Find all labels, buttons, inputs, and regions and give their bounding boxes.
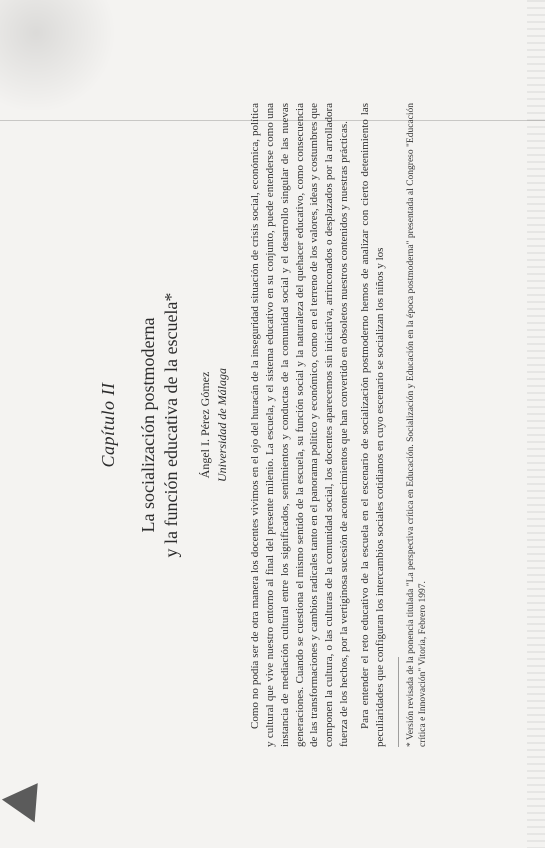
author-affiliation: Universidad de Málaga bbox=[215, 368, 229, 482]
footnote: * Versión revisada de la ponencia titulada "La perspectiva crítica en Educación. Socialización y Educación en la época postmoderna" presentada al Congreso "Educación crítica e Innovación" Vitoria, Febrero 1997. bbox=[405, 103, 429, 747]
author-name: Ángel I. Pérez Gómez bbox=[198, 371, 212, 479]
chapter-heading: Capítulo II bbox=[98, 382, 118, 468]
binder-corner-mark bbox=[2, 772, 54, 823]
scan-right-edge bbox=[527, 0, 545, 848]
title-line-2: y la función educativa de la escuela* bbox=[160, 292, 181, 558]
footnote-divider bbox=[398, 657, 399, 747]
chapter-title bbox=[137, 103, 182, 747]
title-line-1: La socialización postmoderna bbox=[138, 317, 158, 533]
body-text bbox=[248, 103, 388, 747]
paragraph: Como no podía ser de otra manera los docentes vivimos en el ojo del huracán de la inseguridad situación de crisis social, económica, política y cultural que vive nuestro entorno al final del presente milenio. La escuela, y el sistema educativo en su conjunto, puede entenderse como una instancia de mediación cultural entre los significados, sentimientos y conductas de la comunidad social y el desarrollo singular de las nuevas generaciones. Cuando se cuestiona el mismo sentido de la escuela, su función social y la naturaleza del quehacer educativo, como consecuencia de las transformaciones y cambios radicales tanto en el panorama político y económico, como en el terreno de los valores, ideas y costumbres que componen la cultura, o las culturas de la comunidad social, los docentes aparecemos sin iniciativa, arrinconados o desplazados por la arrolladora fuerza de los hechos, por la vertiginosa sucesión de acontecimientos que han convertido en obsoletos nuestros contenidos y nuestras prácticas. bbox=[249, 103, 351, 747]
paragraph: Para entender el reto educativo de la escuela en el escenario de socialización postmoderno hemos de analizar con cierto detenimiento las peculiaridades que configuran los intercambios sociales cotidianos en cuyo escenario se socializan los niños y los bbox=[358, 103, 386, 747]
rotated-page bbox=[80, 75, 500, 775]
